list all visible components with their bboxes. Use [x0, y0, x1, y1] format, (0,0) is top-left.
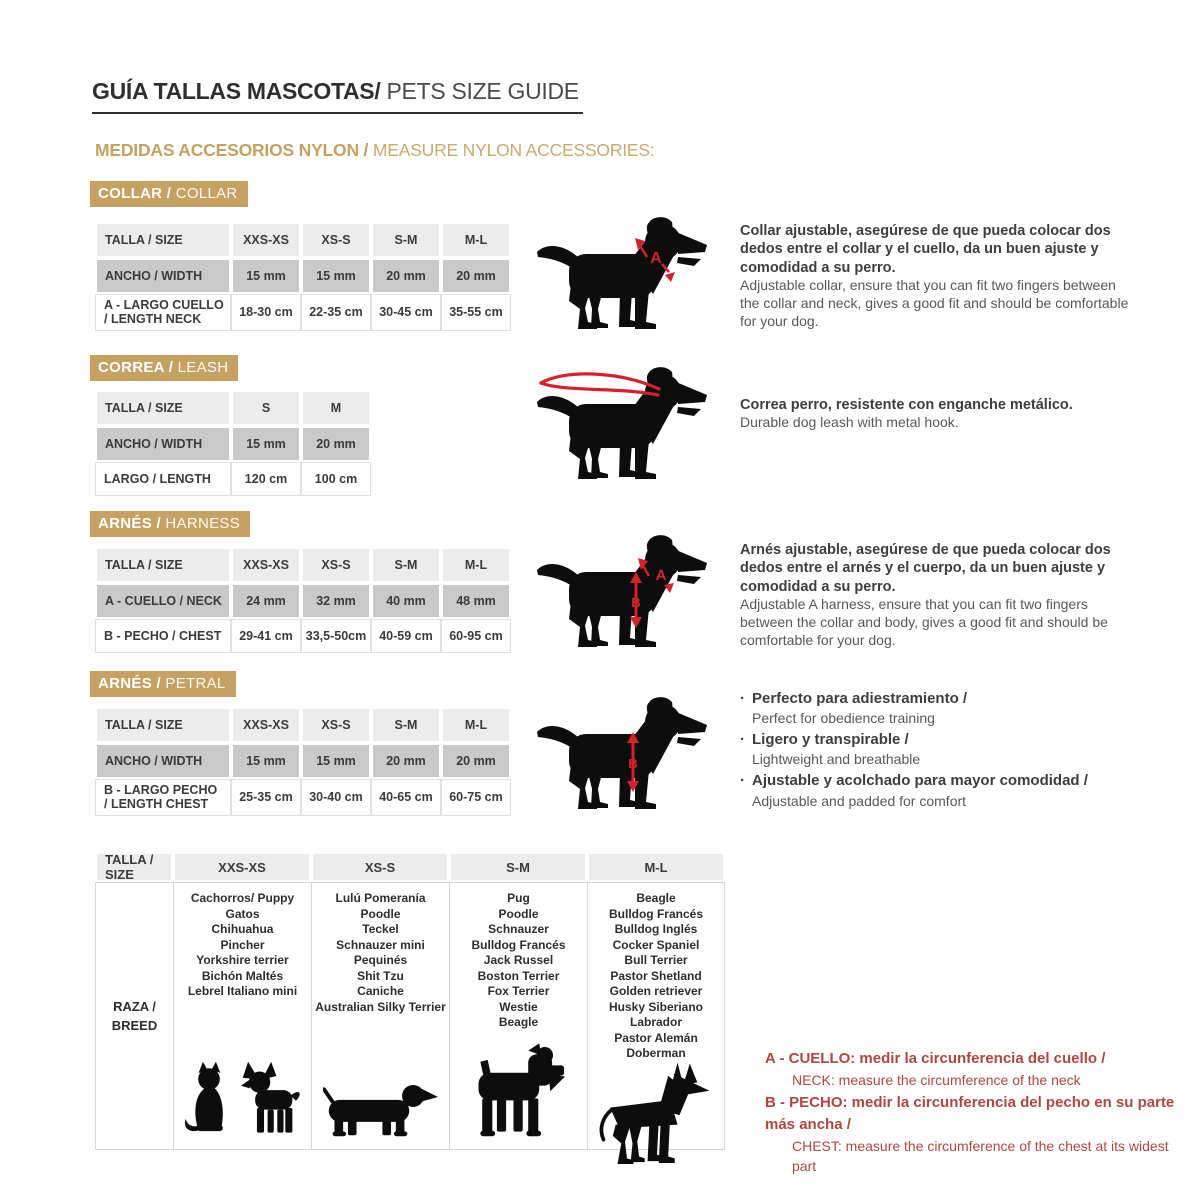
breed-item: Labrador [629, 1015, 682, 1029]
breed-item: Husky Siberiano [608, 999, 704, 1014]
table-cell: 20 mm [301, 426, 371, 462]
breed-list [471, 883, 565, 1031]
table-row-label: ANCHO / WIDTH [95, 426, 231, 462]
table-cell: 18-30 cm [231, 294, 301, 331]
breed-item: Cachorros/ Puppy [190, 891, 295, 905]
table-cell: 100 cm [301, 462, 371, 496]
breeds-header-cell: XS-S [311, 852, 449, 882]
leash-badge-en: LEASH [173, 359, 229, 376]
table-cell: 60-95 cm [441, 619, 511, 653]
leash-description [740, 396, 1134, 432]
breed-item: Doberman [626, 1046, 686, 1060]
petral-measure-marker-icon [627, 732, 639, 792]
petral-bullet-es: · Ligero y transpirable / [740, 730, 1140, 750]
breed-item: Australian Silky Terrier [315, 999, 446, 1014]
table-cell: 20 mm [371, 743, 441, 779]
breed-item: Teckel [362, 922, 399, 936]
harness-badge-es: ARNÉS / [98, 515, 161, 532]
collar-description [740, 222, 1134, 331]
table-cell: 32 mm [301, 583, 371, 619]
petral-size-table [95, 707, 511, 816]
table-header-cell: XXS-XS [231, 222, 301, 258]
harness-dog-illustration [535, 530, 710, 650]
table-cell: 25-35 cm [231, 779, 301, 816]
subtitle-en: MEASURE NYLON ACCESSORIES: [368, 140, 655, 160]
size-table-grid [95, 222, 511, 331]
table-cell: 15 mm [301, 258, 371, 294]
page-title-es: GUÍA TALLAS MASCOTAS/ [92, 78, 381, 104]
table-cell: 15 mm [301, 743, 371, 779]
leash-line-icon [541, 374, 659, 395]
table-row-label: ANCHO / WIDTH [95, 258, 231, 294]
table-cell: 40 mm [371, 583, 441, 619]
breeds-cell-m-l [587, 882, 725, 1150]
collar-size-table [95, 222, 511, 331]
breed-item: Lebrel Italiano mini [187, 984, 298, 998]
table-cell: 15 mm [231, 426, 301, 462]
table-cell: 60-75 cm [441, 779, 511, 816]
petral-badge [90, 671, 236, 697]
petral-feature-list [740, 689, 1140, 812]
table-cell: 33,5-50cm [301, 619, 371, 653]
table-row-label: B - LARGO PECHO / LENGTH CHEST [95, 779, 231, 816]
table-header-cell: TALLA / SIZE [95, 222, 231, 258]
breed-item: Poodle [498, 906, 539, 921]
section-subtitle [95, 140, 655, 161]
breed-item: Westie [499, 999, 538, 1014]
breed-item: Bulldog Francés [608, 906, 703, 921]
breeds-header-cell: XXS-XS [173, 852, 311, 882]
page-title [92, 78, 583, 114]
breed-item: Pastor Alemán [614, 1030, 698, 1045]
breed-item: Pincher [220, 937, 265, 952]
table-cell: 120 cm [231, 462, 301, 496]
collar-desc-en: Adjustable collar, ensure that you can fit two fingers between the collar and neck, gives a good fit and should be comfortable for your dog. [740, 277, 1129, 329]
breed-item: Lulú Pomeranía [335, 891, 426, 905]
measurement-legend [765, 1048, 1195, 1178]
table-row-label: B - PECHO / CHEST [95, 619, 231, 653]
breed-list [609, 883, 703, 1062]
table-header-cell: S-M [371, 707, 441, 743]
table-header-cell: XS-S [301, 547, 371, 583]
leash-size-table [95, 390, 371, 496]
doberman-icon [595, 1062, 717, 1174]
table-cell: 30-40 cm [301, 779, 371, 816]
table-row-label: A - CUELLO / NECK [95, 583, 231, 619]
harness-description [740, 541, 1134, 650]
table-cell: 40-65 cm [371, 779, 441, 816]
petral-bullet [740, 730, 1140, 769]
chihuahua-icon [241, 1055, 303, 1143]
cat-icon [183, 1055, 235, 1143]
dachshund-icon [323, 1071, 438, 1143]
petral-badge-es: ARNÉS / [98, 675, 161, 692]
table-row-label: LARGO / LENGTH [95, 462, 231, 496]
breed-item: Chihuahua [211, 922, 274, 936]
legend-b-es: B - PECHO: medir la circunferencia del pecho en su parte más ancha / [765, 1094, 1175, 1133]
petral-bullet [740, 771, 1140, 810]
leash-dog-illustration [535, 362, 710, 482]
table-header-cell: M-L [441, 547, 511, 583]
table-row-label: ANCHO / WIDTH [95, 743, 231, 779]
breeds-cell-s-m [449, 882, 587, 1150]
breed-item: Poodle [360, 906, 401, 921]
petral-bullet-en: Lightweight and breathable [752, 751, 921, 768]
breed-item: Bulldog Francés [471, 937, 566, 952]
petral-bullet [740, 689, 1140, 728]
table-cell: 30-45 cm [371, 294, 441, 331]
table-cell: 40-59 cm [371, 619, 441, 653]
harness-desc-es: Arnés ajustable, asegúrese de que pueda colocar dos dedos entre el arnés y el cuerpo, da un buen ajuste y comodidad a su perro. [740, 542, 1111, 595]
collar-desc-es: Collar ajustable, asegúrese de que pueda colocar dos dedos entre el collar y el cuello, da un buen ajuste y comodidad a su perro. [740, 223, 1111, 276]
breed-item: Schnauzer [488, 922, 549, 936]
table-header-cell: S-M [371, 222, 441, 258]
table-header-cell: XXS-XS [231, 547, 301, 583]
collar-badge-es: COLLAR / [98, 185, 172, 202]
breed-list [315, 883, 446, 1015]
collar-badge-en: COLLAR [171, 185, 238, 202]
breed-item: Pug [507, 891, 530, 905]
breed-item: Caniche [357, 984, 404, 998]
table-cell: 24 mm [231, 583, 301, 619]
breed-item: Bulldog Inglés [614, 922, 698, 936]
breed-item: Cocker Spaniel [612, 937, 700, 952]
table-header-cell: XS-S [301, 707, 371, 743]
legend-a-en: NECK: measure the circumference of the neck [792, 1071, 1081, 1088]
breeds-row-label: RAZA / BREED [111, 998, 158, 1033]
svg-text:A: A [655, 567, 667, 584]
page-title-en: PETS SIZE GUIDE [380, 78, 579, 104]
size-table-grid [95, 707, 511, 816]
petral-bullet-en: Adjustable and padded for comfort [752, 792, 967, 809]
breed-item: Yorkshire terrier [196, 953, 289, 967]
table-header-cell: M [301, 390, 371, 426]
petral-badge-en: PETRAL [160, 675, 226, 692]
size-table-grid [95, 390, 371, 496]
table-header-cell: TALLA / SIZE [95, 707, 231, 743]
table-row-label: A - LARGO CUELLO / LENGTH NECK [95, 294, 231, 331]
breed-item: Schnauzer mini [336, 937, 425, 952]
table-cell: 48 mm [441, 583, 511, 619]
size-table-grid [95, 547, 511, 653]
table-cell: 29-41 cm [231, 619, 301, 653]
legend-b-en: CHEST: measure the circumference of the chest at its widest part [792, 1137, 1169, 1174]
collar-badge [90, 181, 248, 207]
svg-text:A: A [650, 250, 662, 267]
table-cell: 15 mm [231, 743, 301, 779]
petral-bullet-en: Perfect for obedience training [752, 710, 935, 727]
breed-item: Golden retriever [609, 984, 703, 998]
table-header-cell: M-L [441, 707, 511, 743]
breeds-cell-xxs-xs [173, 882, 311, 1150]
table-cell: 15 mm [231, 258, 301, 294]
subtitle-es: MEDIDAS ACCESORIOS NYLON / [95, 140, 369, 160]
breeds-header-cell: S-M [449, 852, 587, 882]
breed-item: Pequinés [353, 953, 408, 967]
leash-badge [90, 355, 238, 381]
breeds-row-label-cell [95, 882, 173, 1150]
table-header-cell: XS-S [301, 222, 371, 258]
petral-bullet-es: · Ajustable y acolchado para mayor comodidad / [740, 771, 1140, 791]
table-header-cell: XXS-XS [231, 707, 301, 743]
collar-dog-illustration [535, 212, 710, 332]
breed-item: Gatos [225, 906, 260, 921]
breeds-header-cell: M-L [587, 852, 725, 882]
breed-item: Fox Terrier [487, 984, 550, 998]
table-header-cell: TALLA / SIZE [95, 547, 231, 583]
breed-list [188, 883, 297, 1000]
table-cell: 22-35 cm [301, 294, 371, 331]
leash-desc-en: Durable dog leash with metal hook. [740, 414, 959, 431]
petral-bullet-es: · Perfecto para adiestramiento / [740, 689, 1140, 709]
breed-item: Beagle [498, 1015, 539, 1029]
harness-badge-en: HARNESS [160, 515, 241, 532]
leash-desc-es: Correa perro, resistente con enganche metálico. [740, 397, 1073, 413]
svg-text:B: B [628, 756, 638, 771]
table-header-cell: S-M [371, 547, 441, 583]
table-cell: 20 mm [441, 743, 511, 779]
table-cell: 20 mm [371, 258, 441, 294]
table-cell: 20 mm [441, 258, 511, 294]
harness-desc-en: Adjustable A harness, ensure that you can fit two fingers between the collar and body, gives a good fit and should be comfortable for your dog. [740, 596, 1108, 648]
table-header-cell: M-L [441, 222, 511, 258]
breeds-body-row [95, 882, 725, 1150]
harness-size-table [95, 547, 511, 653]
table-header-cell: S [231, 390, 301, 426]
petral-dog-illustration [535, 692, 710, 812]
breeds-table [95, 852, 725, 1150]
breeds-header-cell: TALLA / SIZE [95, 852, 173, 882]
breed-item: Beagle [636, 891, 676, 905]
leash-badge-es: CORREA / [98, 359, 174, 376]
table-cell: 35-55 cm [441, 294, 511, 331]
breed-item: Boston Terrier [477, 968, 560, 983]
svg-text:B: B [631, 595, 641, 610]
breed-item: Jack Russel [483, 953, 554, 967]
breed-item: Shit Tzu [357, 968, 404, 983]
table-header-cell: TALLA / SIZE [95, 390, 231, 426]
legend-a-es: A - CUELLO: medir la circunferencia del cuello / [765, 1050, 1106, 1067]
breed-item: Pastor Shetland [610, 968, 702, 983]
harness-badge [90, 511, 250, 537]
schnauzer-icon [473, 1043, 565, 1143]
breeds-cell-xs-s [311, 882, 449, 1150]
breed-item: Bichón Maltés [201, 968, 284, 983]
breed-item: Bull Terrier [624, 953, 688, 967]
breeds-header-row [95, 852, 725, 882]
